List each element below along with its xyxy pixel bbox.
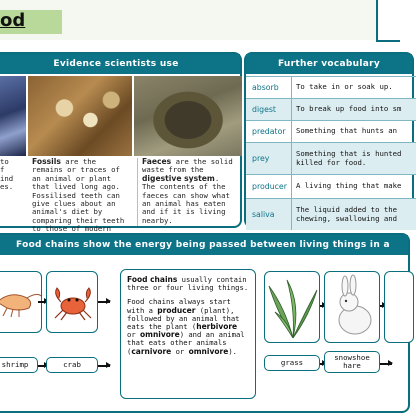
vocab-term: prey bbox=[246, 143, 292, 174]
vocab-definition: A living thing that make bbox=[296, 181, 402, 191]
digestive-system-term: digestive system bbox=[142, 173, 215, 183]
vocab-term: saliva bbox=[246, 199, 292, 230]
evidence-cropped-text bbox=[0, 158, 28, 192]
vocab-row bbox=[246, 98, 416, 120]
grass-label: grass bbox=[264, 355, 320, 371]
next-animal-card bbox=[384, 271, 414, 343]
teeth-image bbox=[0, 76, 26, 156]
vocab-row bbox=[246, 76, 416, 98]
info-text: (plant), followed by an animal that eats the plant ( bbox=[127, 305, 240, 332]
evidence-panel bbox=[0, 52, 242, 234]
herbivore-term: herbivore bbox=[196, 322, 238, 332]
cropped-line: ind bbox=[0, 173, 14, 183]
carnivore-term: carnivore bbox=[131, 346, 172, 356]
producer-term: producer bbox=[157, 305, 196, 315]
cropped-line: to bbox=[0, 157, 9, 166]
top-right-panel-edge bbox=[376, 0, 400, 42]
food-chains-heading: Food chains show the energy being passed between living things in a habitat bbox=[0, 235, 408, 255]
evidence-divider bbox=[137, 158, 138, 226]
vocab-definition: To break up food into sm bbox=[292, 99, 416, 120]
vocabulary-heading: Further vocabulary bbox=[246, 54, 412, 74]
grass-icon bbox=[265, 272, 321, 344]
food-chain-info bbox=[120, 269, 256, 399]
shrimp-icon bbox=[0, 272, 43, 334]
food-chains-panel bbox=[0, 233, 410, 413]
info-text: Food chains always start with a bbox=[127, 297, 231, 315]
vocab-row bbox=[246, 174, 416, 198]
faeces-term: Faeces bbox=[142, 157, 172, 166]
fossils-text bbox=[32, 158, 130, 242]
fossils-term: Fossils bbox=[32, 157, 61, 166]
vocab-definition: The liquid added to the chewing, swallowing and bbox=[292, 199, 416, 230]
arrow bbox=[98, 365, 110, 367]
info-text: or bbox=[171, 346, 189, 356]
omnivore-term: omnivore bbox=[188, 346, 229, 356]
vocab-term: producer bbox=[246, 175, 292, 198]
shrimp-card bbox=[0, 271, 42, 333]
crab-label: crab bbox=[46, 357, 98, 373]
hare-label: snowshoe hare bbox=[324, 351, 380, 373]
grass-card bbox=[264, 271, 320, 343]
vocab-term: absorb bbox=[246, 77, 292, 98]
info-paragraph-1 bbox=[127, 276, 249, 292]
faeces-description-b: . The contents of the faeces can show what an animal has eaten and if it is living nearby. bbox=[142, 173, 230, 225]
faeces-image bbox=[134, 76, 242, 156]
crab-icon bbox=[47, 272, 99, 334]
faeces-description-a: are the solid waste from the bbox=[142, 157, 233, 175]
vocab-row bbox=[246, 142, 416, 174]
vocab-term: digest bbox=[246, 99, 292, 120]
vocab-definition: Something that hunts an bbox=[296, 126, 398, 136]
info-text: or bbox=[127, 330, 140, 340]
cropped-line: es. bbox=[0, 182, 14, 192]
faeces-text bbox=[142, 158, 236, 225]
vocab-term: predator bbox=[246, 121, 292, 142]
evidence-heading: Evidence scientists use bbox=[0, 54, 240, 74]
vocab-definition: To take in or soak up. bbox=[296, 82, 393, 92]
cropped-line: f bbox=[0, 165, 5, 175]
shrimp-label: shrimp bbox=[0, 357, 38, 373]
arrow bbox=[98, 301, 110, 303]
fossil-image bbox=[28, 76, 132, 156]
info-text: usually contain three or four living things. bbox=[127, 275, 249, 293]
omnivore-term: omnivore bbox=[139, 330, 180, 340]
vocabulary-panel bbox=[244, 52, 414, 228]
arrow bbox=[380, 363, 392, 365]
vocab-row bbox=[246, 120, 416, 142]
food-chains-term: Food chains bbox=[127, 275, 178, 284]
hare-card bbox=[324, 271, 380, 343]
crab-card bbox=[46, 271, 98, 333]
info-text: ). bbox=[228, 346, 237, 356]
info-text: ) and an animal that eats other animals ( bbox=[127, 330, 245, 356]
page-title: od bbox=[0, 10, 26, 31]
fossils-description: are the remains or traces of an animal or plant that lived long ago. Fossilised teeth can give clues about an animal's diet by comparing their teeth to those of modern bbox=[32, 157, 125, 234]
vocab-row bbox=[246, 198, 416, 230]
info-paragraph-2 bbox=[127, 298, 249, 355]
hare-icon bbox=[325, 272, 381, 344]
vocab-definition: Something that is hunted killed for food. bbox=[292, 143, 416, 174]
